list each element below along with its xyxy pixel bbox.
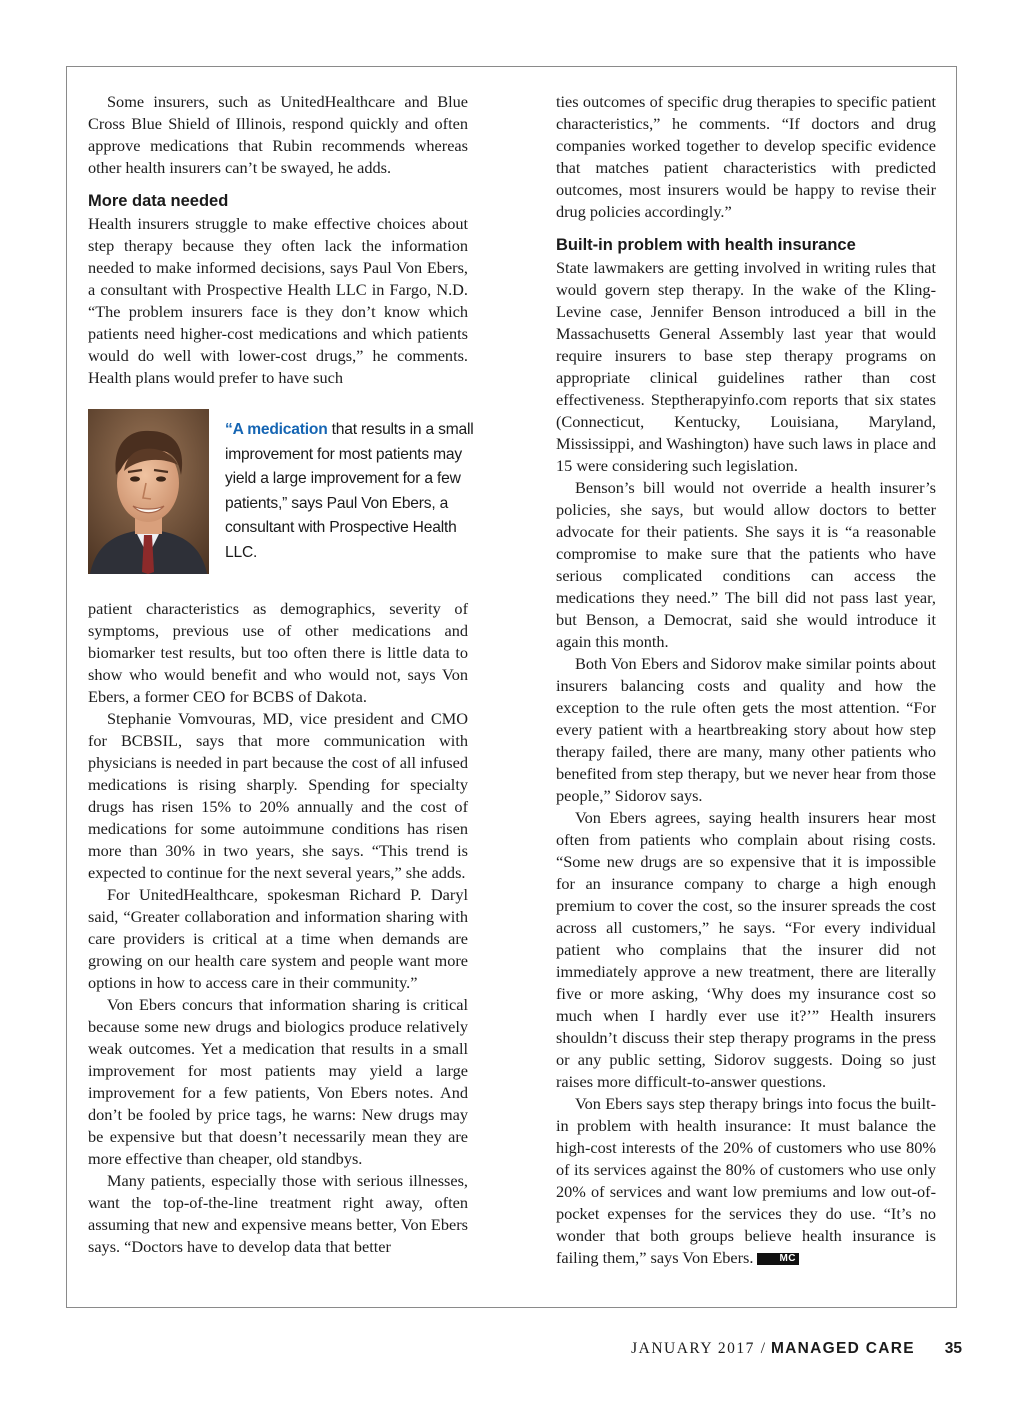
pull-quote-lead: “A medication [225,421,328,438]
pull-quote-text [225,418,475,566]
section-heading-built-in-problem: Built-in problem with health insurance [556,236,856,254]
portrait-photo [88,409,209,574]
paragraph: Von Ebers concurs that information sharing is critical because some new drugs and biologics produce relatively weak outcomes. Yet a medication that results in a small improvement for most patients may yield a large improvement for a few patients, Von Ebers notes. And don’t be fooled by price tags, he warns: New drugs may be expensive but that doesn’t necessarily mean they are more effective than cheaper, old standbys. [88,995,468,1168]
paragraph: Stephanie Vomvouras, MD, vice president and CMO for BCBSIL, says that more communication with physicians is needed in part because the cost of all infused medications is rising sharply. Spending for specialty drugs has risen 15% to 20% annually and the cost of medications for some autoimmune conditions has risen more than 30% in two years, she says. “This trend is expected to continue for the next several years,” she adds. [88,709,468,882]
pull-quote-body: that results in a small improvement for most patients may yield a large improvement for a few patients,” says Paul Von Ebers, a consultant with Prospective Health LLC. [225,421,474,561]
paragraph: State lawmakers are getting involved in writing rules that would govern step therapy. In the wake of the Kling-Levine case, Jennifer Benson introduced a bill in the Massachusetts General Assembly last year that would require insurers to base step therapy programs on appropriate clinical guidelines rather than cost effectiveness. Steptherapyinfo.com reports that six states (Connecticut, Kentucky, Louisiana, Maryland, Mississippi, and Washington) have such laws in place and 15 were considering such legislation. [556,258,936,475]
paragraph: Some insurers, such as UnitedHealthcare and Blue Cross Blue Shield of Illinois, respond quickly and often approve medications that Rubin recommends whereas other health insurers can’t be swayed, he adds. [88,92,468,177]
paragraph: patient characteristics as demographics, severity of symptoms, previous use of other medications and biomarker test results, but too often there is little data to show who would benefit and who would not, says Von Ebers, a former CEO for BCBS of Dakota. [88,599,468,706]
left-column [88,91,474,1258]
final-paragraph-text: Von Ebers says step therapy brings into focus the built-in problem with health insurance: It must balance the high-cost interests of the 20% of customers who use 80% of its services against the 80% of customers who use only 20% of services and want low premiums and low out-of-pocket expenses for the services they do use. “It’s no wonder that both groups believe health insurance is failing them,” says Von Ebers. [556,1094,936,1267]
paragraph-final [556,1093,936,1269]
page-number: 35 [944,1340,962,1357]
paragraph: ties outcomes of specific drug therapies to specific patient characteristics,” he comments. “If doctors and drug companies worked together to develop specific evidence that matches patient characteristics with predicted outcomes, most insurers would be happy to revise their drug policies accordingly.” [556,92,936,221]
paragraph: Health insurers struggle to make effective choices about step therapy because they often lack the information needed to make informed decisions, says Paul Von Ebers, a consultant with Prospective Health LLC in Fargo, N.D. “The problem insurers face is they don’t know which patients need higher-cost medications and which patients would do well with lower-cost drugs,” he comments. Health plans would prefer to have such [88,214,468,387]
paragraph: Both Von Ebers and Sidorov make similar points about insurers balancing costs and quality and how the exception to the rule often gets the most attention. “For every patient with a heartbreaking story about how step therapy failed, there are many, many other patients who benefited from step therapy, but we never hear from those people,” Sidorov says. [556,654,936,805]
pull-quote-box [88,409,474,585]
issue-date: JANUARY 2017 [631,1340,755,1357]
magazine-title: MANAGED CARE [770,1340,915,1357]
end-mark-badge: MC [757,1253,799,1265]
portrait-illustration [88,409,209,574]
section-heading-more-data: More data needed [88,192,229,210]
footer-separator: / [760,1340,766,1357]
paragraph: For UnitedHealthcare, spokesman Richard P. Daryl said, “Greater collaboration and information sharing with care providers is critical at a time when demands are growing on our health care system and people want more options in how to access care in their community.” [88,885,468,992]
right-column [556,91,936,1269]
paragraph: Many patients, especially those with serious illnesses, want the top-of-the-line treatment right away, often assuming that new and expensive means better, Von Ebers says. “Doctors have to develop data that better [88,1171,468,1256]
paragraph: Benson’s bill would not override a health insurer’s policies, she says, but would allow doctors to better advocate for their patients. She says it is “a reasonable compromise to make sure that the patients who have serious complicated conditions can access the medications they need.” The bill did not pass last year, but Benson, a Democrat, said she would introduce it again this month. [556,478,936,651]
paragraph: Von Ebers agrees, saying health insurers hear most often from patients who complain about rising costs. “Some new drugs are so expensive that it is impossible for an insurance company to charge a high enough premium to cover the cost, so the insurer spreads the cost across all customers,” he says. “For every individual patient who complains that the insurer did not immediately approve a new treatment, there are literally five or more asking, ‘Why does my insurance cost so much when I hardly ever use it?’” Health insurers shouldn’t discuss their step therapy programs in the press or any public setting, Sidorov suggests. Doing so just raises more difficult-to-answer questions. [556,808,936,1091]
page-footer [631,1340,962,1358]
